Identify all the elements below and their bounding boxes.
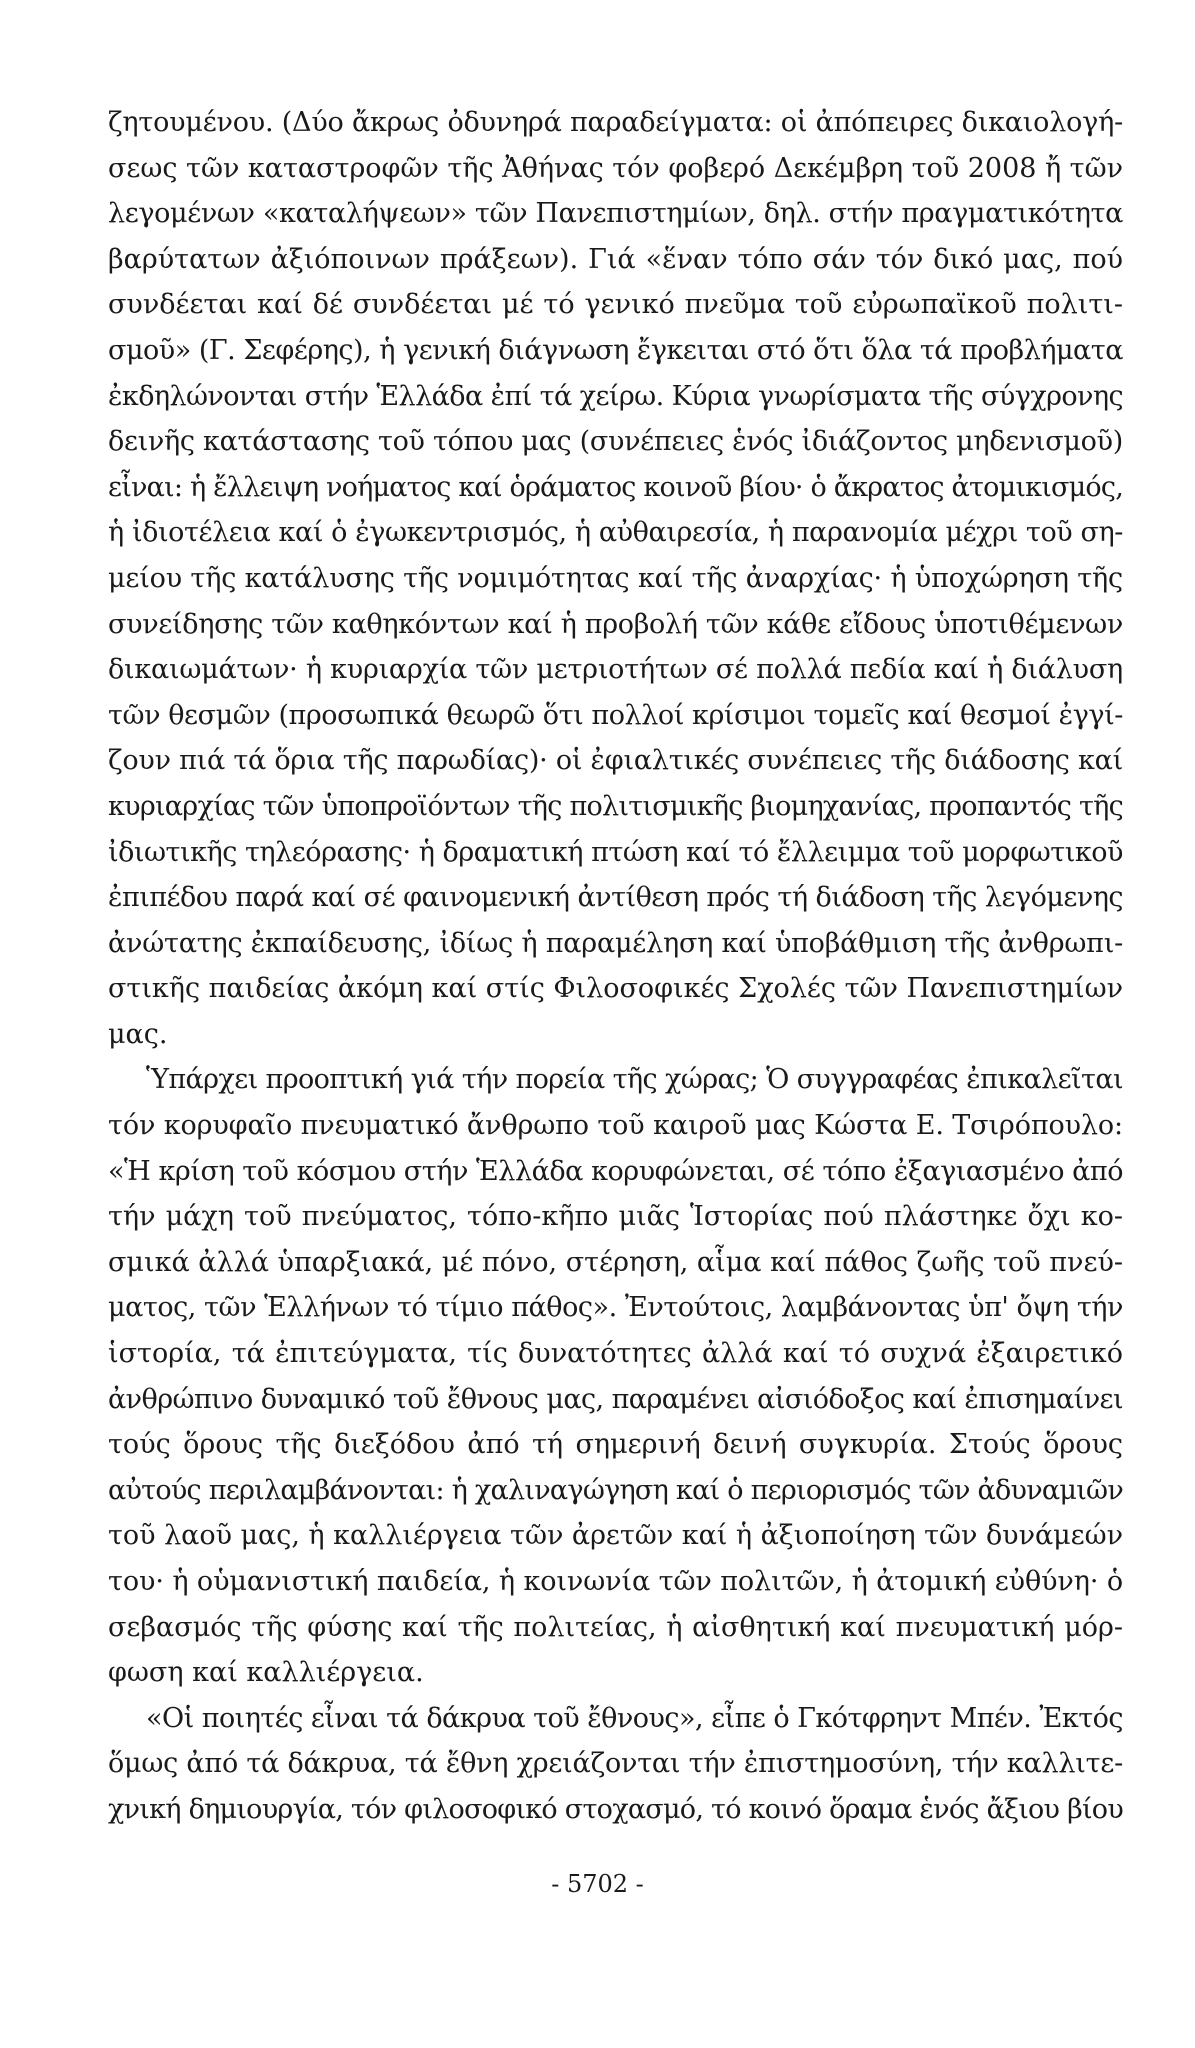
text-line: ἡ ἰδιοτέλεια καί ὁ ἐγωκεντρισμός, ἡ αὐθαιρεσία, ἡ παρανομία μέχρι τοῦ ση- (108, 517, 1123, 549)
text-line: ἐπιπέδου παρά καί σέ φαινομενική ἀντίθεση πρός τή διάδοση τῆς λεγόμενης (108, 882, 1123, 914)
text-line: λεγομένων «καταλήψεων» τῶν Πανεπιστημίων, δηλ. στήν πραγματικότητα (108, 198, 1123, 230)
text-line: Ὑπάρχει προοπτική γιά τήν πορεία τῆς χώρας; Ὁ συγγραφέας ἐπικαλεῖται (146, 1064, 1123, 1096)
text-line: βαρύτατων ἀξιόποινων πράξεων). Γιά «ἕναν τόπο σάν τόν δικό μας, πού (108, 243, 1123, 275)
text-line: ἱστορία, τά ἐπιτεύγματα, τίς δυνατότητες ἀλλά καί τό συχνά ἐξαιρετικό (108, 1338, 1123, 1370)
text-line: τήν μάχη τοῦ πνεύματος, τόπο-κῆπο μιᾶς Ἱστορίας πού πλάστηκε ὄχι κο- (108, 1201, 1123, 1233)
text-line: ματος, τῶν Ἑλλήνων τό τίμιο πάθος». Ἐντούτοις, λαμβάνοντας ὑπ' ὄψη τήν (108, 1292, 1123, 1324)
text-line: ζουν πιά τά ὅρια τῆς παρωδίας)· οἱ ἐφιαλτικές συνέπειες τῆς διάδοσης καί (108, 745, 1123, 777)
text-line: σμοῦ» (Γ. Σεφέρης), ἡ γενική διάγνωση ἔγκειται στό ὅτι ὅλα τά προβλήματα (108, 334, 1123, 366)
text-line: τοῦ λαοῦ μας, ἡ καλλιέργεια τῶν ἀρετῶν καί ἡ ἀξιοποίηση τῶν δυνάμεών (108, 1520, 1123, 1552)
text-line: ζητουμένου. (Δύο ἄκρως ὀδυνηρά παραδείγματα: οἱ ἀπόπειρες δικαιολογή- (108, 107, 1123, 138)
text-line: ὅμως ἀπό τά δάκρυα, τά ἔθνη χρειάζονται τήν ἐπιστημοσύνη, τήν καλλιτε- (108, 1748, 1123, 1780)
text-line: δεινῆς κατάστασης τοῦ τόπου μας (συνέπειες ἑνός ἰδιάζοντος μηδενισμοῦ) (108, 426, 1123, 458)
text-line: σεως τῶν καταστροφῶν τῆς Ἀθήνας τόν φοβερό Δεκέμβρη τοῦ 2008 ἤ τῶν (108, 152, 1123, 184)
text-line: ἀνώτατης ἐκπαίδευσης, ἰδίως ἡ παραμέληση καί ὑποβάθμιση τῆς ἀνθρωπι- (108, 927, 1123, 959)
text-line: στικῆς παιδείας ἀκόμη καί στίς Φιλοσοφικές Σχολές τῶν Πανεπιστημίων (108, 973, 1123, 1005)
text-line: μας. (108, 1018, 168, 1050)
page-text (108, 100, 1123, 1833)
text-line: δικαιωμάτων· ἡ κυριαρχία τῶν μετριοτήτων σέ πολλά πεδία καί ἡ διάλυση (108, 654, 1123, 686)
page-number: - 5702 - (551, 1870, 644, 1898)
text-line: εἶναι: ἡ ἔλλειψη νοήματος καί ὁράματος κοινοῦ βίου· ὁ ἄκρατος ἀτομικισμός, (108, 471, 1123, 503)
text-line: ἐκδηλώνονται στήν Ἑλλάδα ἐπί τά χείρω. Κύρια γνωρίσματα τῆς σύγχρονης (108, 380, 1123, 412)
text-line: τόν κορυφαῖο πνευματικό ἄνθρωπο τοῦ καιροῦ μας Κώστα Ε. Τσιρόπουλο: (108, 1110, 1123, 1142)
text-line: του· ἡ οὑμανιστική παιδεία, ἡ κοινωνία τῶν πολιτῶν, ἡ ἀτομική εὐθύνη· ὁ (108, 1566, 1123, 1597)
text-line: ἰδιωτικῆς τηλεόρασης· ἡ δραματική πτώση καί τό ἔλλειμμα τοῦ μορφωτικοῦ (108, 836, 1123, 868)
text-line: σεβασμός τῆς φύσης καί τῆς πολιτείας, ἡ αἰσθητική καί πνευματική μόρ- (108, 1611, 1123, 1643)
text-line: συνδέεται καί δέ συνδέεται μέ τό γενικό πνεῦμα τοῦ εὐρωπαϊκοῦ πολιτι- (108, 289, 1123, 321)
text-line: «Ἡ κρίση τοῦ κόσμου στήν Ἑλλάδα κορυφώνεται, σέ τόπο ἐξαγιασμένο ἀπό (108, 1155, 1123, 1187)
text-line: σμικά ἀλλά ὑπαρξιακά, μέ πόνο, στέρηση, αἷμα καί πάθος ζωῆς τοῦ πνεύ- (108, 1246, 1123, 1278)
text-line: κυριαρχίας τῶν ὑποπροϊόντων τῆς πολιτισμικῆς βιομηχανίας, προπαντός τῆς (108, 790, 1123, 822)
text-line: χνική δημιουργία, τόν φιλοσοφικό στοχασμό, τό κοινό ὅραμα ἑνός ἄξιου βίου (108, 1793, 1123, 1825)
text-line: ἀνθρώπινο δυναμικό τοῦ ἔθνους μας, παραμένει αἰσιόδοξος καί ἐπισημαίνει (108, 1383, 1123, 1415)
text-line: μείου τῆς κατάλυσης τῆς νομιμότητας καί τῆς ἀναρχίας· ἡ ὑποχώρηση τῆς (108, 562, 1123, 594)
text-line: συνείδησης τῶν καθηκόντων καί ἡ προβολή τῶν κάθε εἴδους ὑποτιθέμενων (108, 608, 1123, 640)
text-line: τούς ὅρους τῆς διεξόδου ἀπό τή σημερινή δεινή συγκυρία. Στούς ὅρους (108, 1429, 1123, 1461)
text-line: αὐτούς περιλαμβάνονται: ἡ χαλιναγώγηση καί ὁ περιορισμός τῶν ἀδυναμιῶν (108, 1474, 1123, 1506)
text-line: τῶν θεσμῶν (προσωπικά θεωρῶ ὅτι πολλοί κρίσιμοι τομεῖς καί θεσμοί ἐγγί- (108, 699, 1123, 731)
text-line: φωση καί καλλιέργεια. (108, 1657, 424, 1689)
text-line: «Οἱ ποιητές εἶναι τά δάκρυα τοῦ ἔθνους», εἶπε ὁ Γκότφρηντ Μπέν. Ἐκτός (146, 1702, 1123, 1734)
